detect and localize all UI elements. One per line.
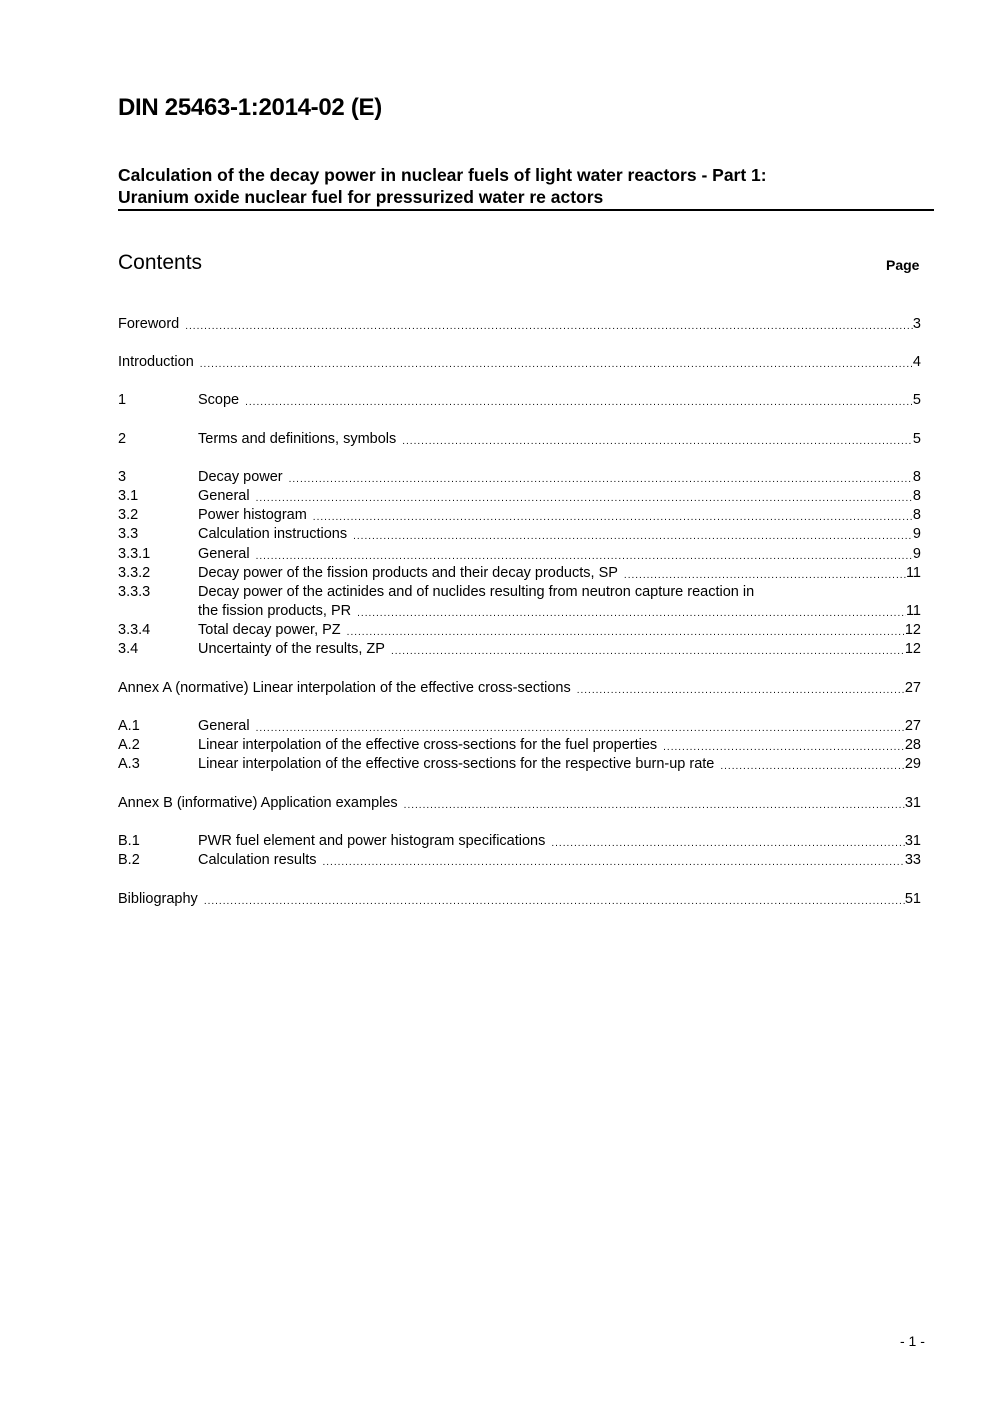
toc-leader-dots bbox=[402, 435, 913, 449]
toc-entry-page: 9 bbox=[912, 546, 921, 562]
toc-leader-dots bbox=[404, 799, 905, 813]
toc-entry-text: PWR fuel element and power histogram specifications bbox=[198, 833, 546, 849]
toc-entry-text: Decay power of the actinides and of nuclides resulting from neutron capture reaction in bbox=[198, 584, 755, 600]
toc-entry-text: Linear interpolation of the effective cross-sections for the fuel properties bbox=[198, 737, 658, 753]
toc-entry-number: 3.1 bbox=[118, 488, 139, 504]
toc-entry-page: 28 bbox=[904, 737, 921, 753]
toc-entry-number: 3.3.1 bbox=[118, 546, 151, 562]
toc-entry-text: Annex A (normative) Linear interpolation of the effective cross-sections bbox=[118, 680, 571, 696]
toc-entry-3-3-2[interactable] bbox=[118, 564, 921, 583]
toc-entry-page: 8 bbox=[912, 507, 921, 523]
toc-entry-text: General bbox=[198, 488, 250, 504]
toc-entry-page: 9 bbox=[912, 526, 921, 542]
toc-entry-bibliography[interactable] bbox=[118, 890, 921, 909]
toc-entry-3-1[interactable] bbox=[118, 487, 921, 506]
toc-leader-dots bbox=[624, 569, 906, 583]
toc-entry-page: 29 bbox=[904, 756, 921, 772]
toc-entry-number: 3.4 bbox=[118, 641, 139, 657]
toc-entry-number: A.1 bbox=[118, 718, 140, 734]
toc-entry-page: 12 bbox=[904, 641, 921, 657]
toc-entry-introduction[interactable] bbox=[118, 353, 921, 372]
toc-entry-text: General bbox=[198, 546, 250, 562]
toc-leader-dots bbox=[256, 492, 913, 506]
toc-entry-page: 11 bbox=[905, 565, 921, 581]
toc-leader-dots bbox=[322, 856, 904, 870]
toc-entry-3-3-4[interactable] bbox=[118, 621, 921, 640]
toc-entry-text: Decay power of the fission products and their decay products, SP bbox=[198, 565, 618, 581]
toc-entry-a-1[interactable] bbox=[118, 717, 921, 736]
toc-entry-3-2[interactable] bbox=[118, 506, 921, 525]
toc-entry-page: 31 bbox=[904, 833, 921, 849]
toc-leader-dots bbox=[577, 684, 905, 698]
toc-entry-a-3[interactable] bbox=[118, 755, 921, 774]
toc-entry-text: the fission products, PR bbox=[198, 603, 352, 619]
toc-entry-page: 8 bbox=[912, 469, 921, 485]
contents-heading: Contents bbox=[118, 251, 203, 274]
toc-entry-3-3-3-continued[interactable] bbox=[118, 602, 921, 621]
page-column-heading: Page bbox=[886, 257, 920, 273]
toc-entry-text: Bibliography bbox=[118, 891, 198, 907]
toc-entry-number: 3.3.3 bbox=[118, 584, 151, 600]
toc-entry-number: A.3 bbox=[118, 756, 140, 772]
toc-leader-dots bbox=[551, 837, 905, 851]
toc-leader-dots bbox=[200, 358, 913, 372]
toc-entry-text: Introduction bbox=[118, 354, 194, 370]
toc-leader-dots bbox=[357, 607, 906, 621]
toc-entry-page: 5 bbox=[912, 431, 921, 447]
toc-entry-number: A.2 bbox=[118, 737, 140, 753]
toc-entry-page: 27 bbox=[904, 680, 921, 696]
toc-leader-dots bbox=[663, 741, 905, 755]
toc-entry-text: Calculation instructions bbox=[198, 526, 348, 542]
document-title-line-2: Uranium oxide nuclear fuel for pressurized water re actors bbox=[118, 187, 604, 207]
toc-entry-text: Calculation results bbox=[198, 852, 317, 868]
toc-leader-dots bbox=[720, 760, 904, 774]
toc-leader-dots bbox=[313, 511, 913, 525]
toc-entry-text: Linear interpolation of the effective cross-sections for the respective burn-up rate bbox=[198, 756, 715, 772]
toc-entry-annex-b[interactable] bbox=[118, 794, 921, 813]
toc-leader-dots bbox=[353, 530, 913, 544]
toc-leader-dots bbox=[204, 895, 905, 909]
toc-entry-number: B.2 bbox=[118, 852, 140, 868]
toc-entry-3-4[interactable] bbox=[118, 640, 921, 659]
document-title bbox=[118, 164, 934, 211]
toc-entry-page: 11 bbox=[905, 603, 921, 619]
toc-entry-3[interactable] bbox=[118, 468, 921, 487]
toc-entry-text: Annex B (informative) Application examples bbox=[118, 795, 398, 811]
toc-entry-text: Foreword bbox=[118, 316, 180, 332]
toc-entry-page: 8 bbox=[912, 488, 921, 504]
toc-entry-annex-a[interactable] bbox=[118, 679, 921, 698]
document-title-line-1: Calculation of the decay power in nuclear fuels of light water reactors - Part 1: bbox=[118, 165, 767, 185]
toc-entry-page: 27 bbox=[904, 718, 921, 734]
toc-entry-text: Total decay power, PZ bbox=[198, 622, 341, 638]
toc-entry-number: B.1 bbox=[118, 833, 140, 849]
toc-entry-b-1[interactable] bbox=[118, 832, 921, 851]
toc-entry-number: 3.3.4 bbox=[118, 622, 151, 638]
toc-entry-text: Power histogram bbox=[198, 507, 307, 523]
toc-entry-text: Terms and definitions, symbols bbox=[198, 431, 397, 447]
toc-entry-text: Decay power bbox=[198, 469, 283, 485]
toc-entry-page: 12 bbox=[904, 622, 921, 638]
footer-page-number: - 1 - bbox=[900, 1333, 925, 1349]
toc-entry-number: 3.3 bbox=[118, 526, 139, 542]
toc-entry-page: 51 bbox=[904, 891, 921, 907]
toc-entry-number: 3.2 bbox=[118, 507, 139, 523]
toc-entry-2[interactable] bbox=[118, 430, 921, 449]
toc-entry-number: 1 bbox=[118, 392, 127, 408]
toc-leader-dots bbox=[256, 722, 905, 736]
toc-entry-text: Uncertainty of the results, ZP bbox=[198, 641, 385, 657]
toc-entry-a-2[interactable] bbox=[118, 736, 921, 755]
toc-leader-dots bbox=[245, 396, 913, 410]
toc-entry-page: 5 bbox=[912, 392, 921, 408]
toc-leader-dots bbox=[347, 626, 905, 640]
toc-leader-dots bbox=[391, 645, 905, 659]
toc-leader-dots bbox=[256, 550, 913, 564]
toc-entry-text: Scope bbox=[198, 392, 240, 408]
toc-entry-text: General bbox=[198, 718, 250, 734]
toc-leader-dots bbox=[185, 320, 913, 334]
toc-entry-number: 3 bbox=[118, 469, 127, 485]
toc-entry-3-3[interactable] bbox=[118, 525, 921, 544]
toc-entry-page: 33 bbox=[904, 852, 921, 868]
toc-entry-number: 3.3.2 bbox=[118, 565, 151, 581]
toc-leader-dots bbox=[289, 473, 913, 487]
toc-entry-number: 2 bbox=[118, 431, 127, 447]
toc-entry-b-2[interactable] bbox=[118, 851, 921, 870]
toc-entry-3-3-1[interactable] bbox=[118, 545, 921, 564]
toc-entry-3-3-3[interactable] bbox=[118, 583, 921, 602]
toc-entry-page: 4 bbox=[912, 354, 921, 370]
toc-entry-foreword[interactable] bbox=[118, 315, 921, 334]
toc-entry-page: 31 bbox=[904, 795, 921, 811]
document-id: DIN 25463-1:2014-02 (E) bbox=[118, 94, 382, 121]
toc-entry-page: 3 bbox=[912, 316, 921, 332]
toc-entry-1[interactable] bbox=[118, 391, 921, 410]
